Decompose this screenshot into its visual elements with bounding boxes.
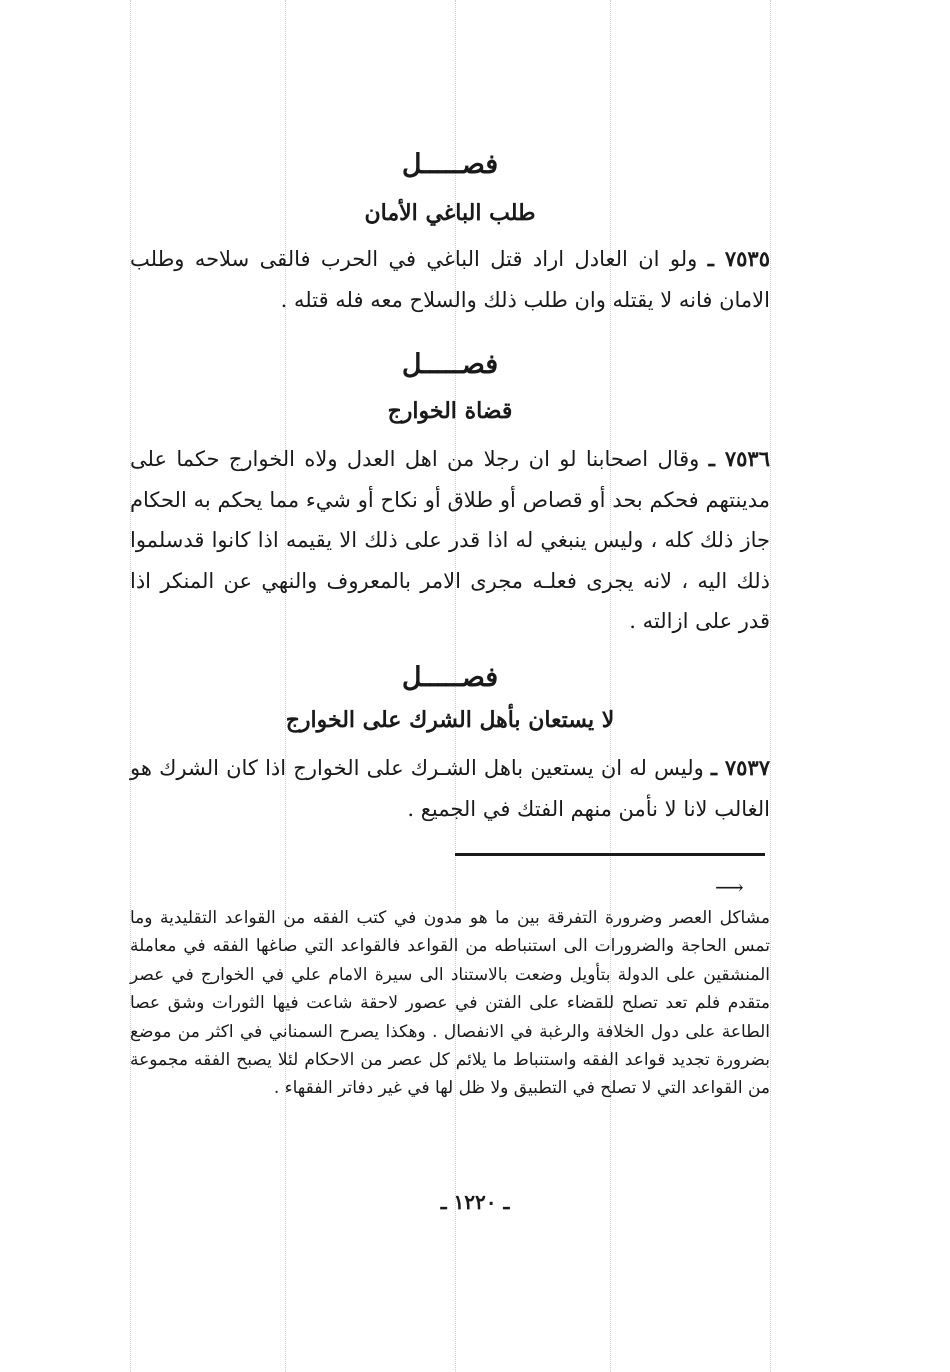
- paragraph-text: وليس له ان يستعين باهل الشـرك على الخوارج اذا كان الشرك هو الغالب لانا لا نأمن منهم الفتك في الجميع .: [130, 756, 770, 821]
- section-heading: فصـــــل: [401, 149, 499, 180]
- paragraph-number: ٧٥٣٥ ـ: [707, 246, 770, 271]
- paragraph: [130, 239, 770, 320]
- page-number: ـ ١٢٢٠ ـ: [440, 1190, 510, 1214]
- section-title: طلب الباغي الأمان: [364, 200, 536, 226]
- paragraph: [130, 748, 770, 829]
- paragraph-text: وقال اصحابنا لو ان رجلا من اهل العدل ولاه الخوارج حكما على مدينتهم فحكم بحد أو قصاص أو طلاق أو نكاح أو شيء مما يحكم به الحكام جاز ذلك كله ، وليس ينبغي له اذا قدر على ذلك الا يقيمه اذا كانوا قدسلموا ذلك اليه ، لانه يجرى فعلـه مجرى الامر بالمعروف والنهي عن المنكر اذا قدر على ازالته .: [130, 447, 770, 633]
- paragraph-number: ٧٥٣٧ ـ: [710, 755, 770, 780]
- scan-line: [770, 0, 771, 1372]
- paragraph-number: ٧٥٣٦ ـ: [708, 446, 770, 471]
- footnote-separator: [455, 853, 765, 856]
- section-heading: فصـــــل: [401, 349, 499, 380]
- footnote-text: مشاكل العصر وضرورة التفرقة بين ما هو مدون في كتب الفقه من القواعد التقليدية وما تمس الحاجة والضرورات الى استنباطه من القواعد فالقواعد التي صاغها الفقه في معاملة المنشقين على الدولة بتأويل وضعت بالاستناد الى سيرة الامام علي في الخوارج في عصر متقدم فلم تعد تصلح للقضاء على الفتن في عصور لاحقة شاعت فيها الثورات وشق عصا الطاعة على دول الخلافة والرغبة في الانفصال . وهكذا يصرح السمناني في اكثر من موضع بضرورة تجديد قواعد الفقه واستنباط ما يلائم كل عصر من الاحكام لئلا يصبح الفقه مجموعة من القواعد التي لا تصلح في التطبيق ولا ظل لها في غير دفاتر الفقهاء .: [130, 908, 770, 1099]
- section-heading: فصـــــل: [401, 662, 499, 693]
- continuation-arrow: ⟶: [715, 875, 744, 899]
- paragraph: [130, 439, 770, 642]
- section-3: [130, 658, 770, 829]
- section-2: [130, 345, 770, 642]
- section-1: [130, 145, 770, 320]
- section-title: لا يستعان بأهل الشرك على الخوارج: [285, 707, 615, 733]
- paragraph-text: ولو ان العادل اراد قتل الباغي في الحرب فالقى سلاحه وطلب الامان فانه لا يقتله وان طلب ذلك والسلاح معه فله قتله .: [130, 247, 770, 312]
- section-title: قضاة الخوارج: [387, 398, 513, 424]
